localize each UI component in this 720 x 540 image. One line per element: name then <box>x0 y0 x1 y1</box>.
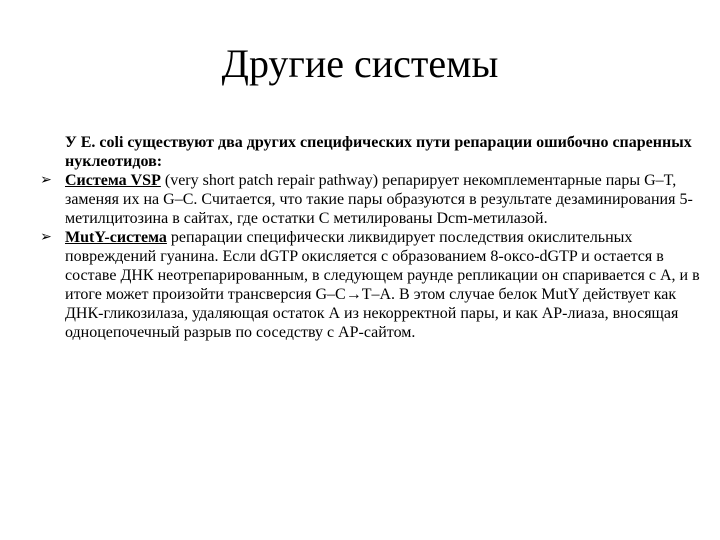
bullet-muty <box>40 228 715 342</box>
bullet-vsp <box>40 171 715 228</box>
bullet-term-muty: MutY-система <box>65 229 167 246</box>
bullet-text-vsp: (very short patch repair pathway) репарирует некомплементарные пары G–T, заменяя их на G–C. Считается, что такие пары образуются в результате дезаминирования 5-метилцитозина в сайтах, где остатки С метилированы Dcm-метилазой. <box>65 172 693 227</box>
slide-content <box>40 133 715 342</box>
arrow-bullet-icon: ➢ <box>40 229 52 245</box>
bullet-text-muty: репарации специфически ликвидирует последствия окислительных повреждений гуанина. Если dGTP окисляется с образованием 8-оксо-dGTP и остается в составе ДНК неотрепарированным, в следующем раунде репликации он спаривается с А, и в итоге может произойти трансверсия G–C→T–A. В этом случае белок MutY действует как ДНК-гликозилаза, удаляющая остаток А из некорректной пары, и как AP-лиаза, вносящая одноцепочечный разрыв по соседству с AP-сайтом. <box>65 229 700 341</box>
bullet-list <box>40 171 715 342</box>
intro-paragraph: У E. coli существуют два других специфических пути репарации ошибочно спаренных нуклеотидов: <box>65 134 692 170</box>
bullet-term-vsp: Система VSP <box>65 172 161 189</box>
slide-title: Другие системы <box>221 41 499 86</box>
arrow-bullet-icon: ➢ <box>40 172 52 188</box>
